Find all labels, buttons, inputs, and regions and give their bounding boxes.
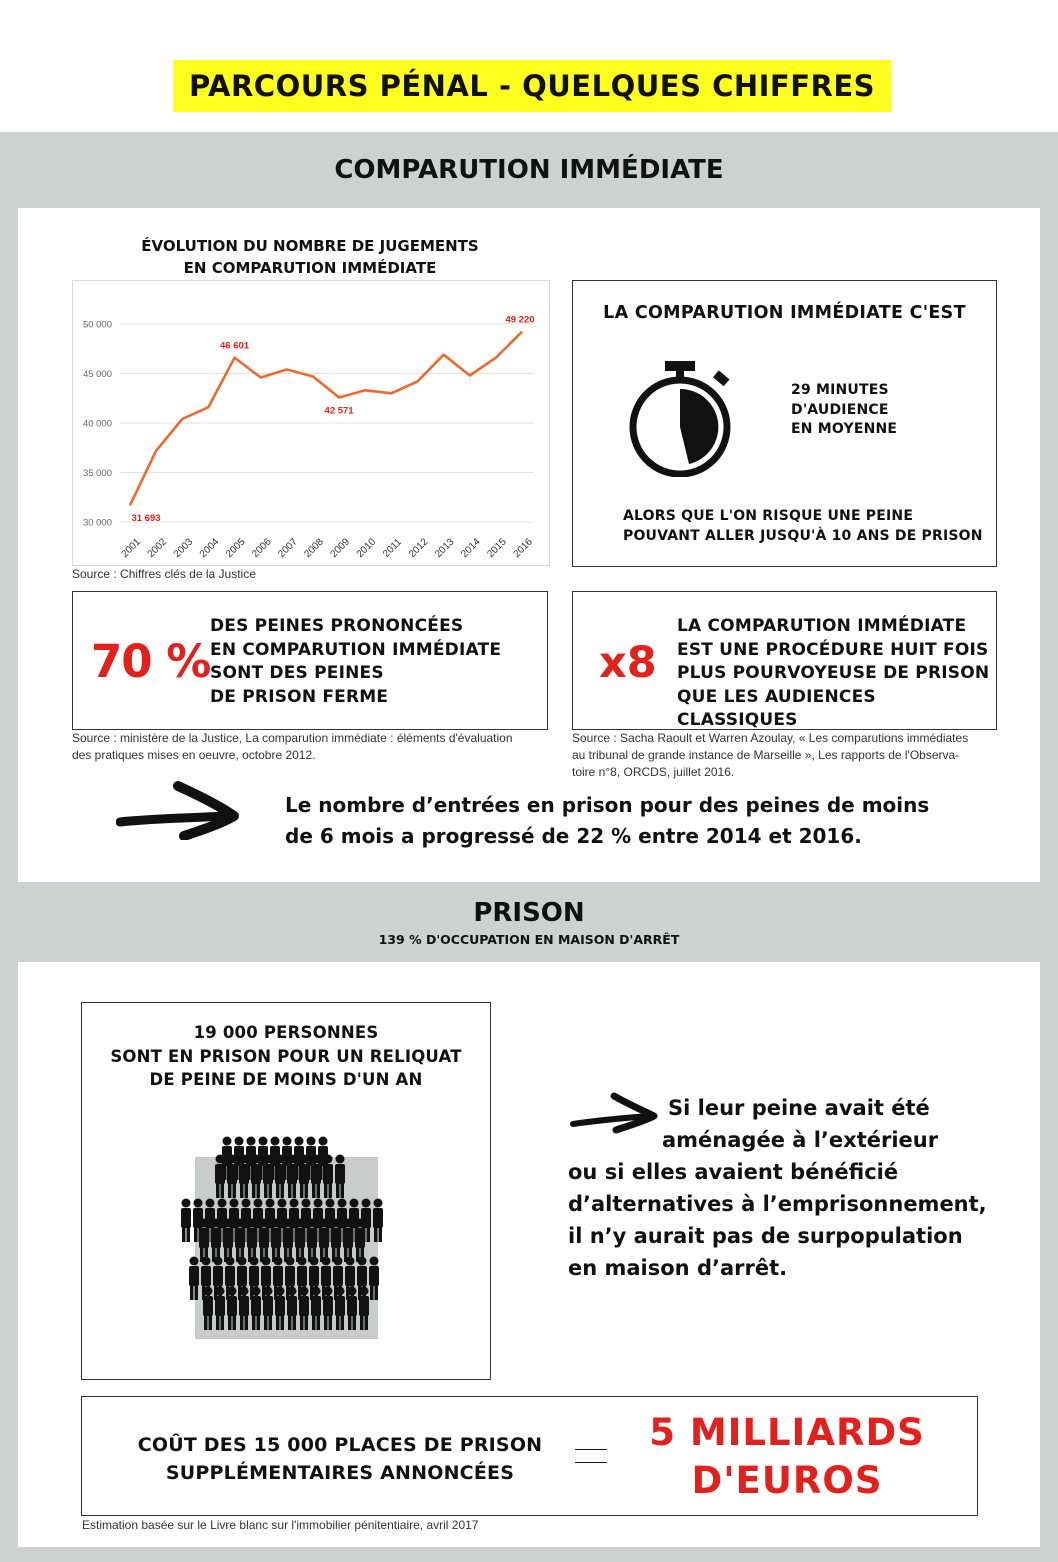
x-tick-label: 2013 [433, 536, 457, 560]
arrow-sentence-line1: Le nombre d’entrées en prison pour des peines de moins [285, 793, 930, 817]
alt-line5: il n’y aurait pas de surpopulation [568, 1224, 963, 1248]
stat-x8-line1: LA COMPARUTION IMMÉDIATE [677, 616, 967, 636]
chart-title [100, 235, 520, 279]
y-tick-label: 45 000 [82, 369, 112, 380]
cost-source: Estimation basée sur le Livre blanc sur l'immobilier pénitentiaire, avril 2017 [82, 1518, 479, 1532]
x-tick-label: 2008 [302, 536, 326, 560]
arrow-sentence-line2: de 6 mois a progressé de 22 % entre 2014 et 2016. [285, 824, 862, 848]
timer-minutes [791, 381, 897, 440]
cost-value [622, 1409, 952, 1505]
stat-x8-value: x8 [599, 638, 657, 688]
line-chart [72, 280, 550, 566]
timer-minutes-line3: EN MOYENNE [791, 421, 898, 437]
stopwatch-icon [623, 359, 733, 477]
cost-label-line2: SUPPLÉMENTAIRES ANNONCÉES [165, 1462, 515, 1484]
prison-subheading: 139 % D'OCCUPATION EN MAISON D'ARRÊT [378, 932, 680, 947]
person-figure [189, 1257, 199, 1301]
data-label: 46 601 [220, 340, 250, 352]
x-tick-label: 2003 [171, 536, 196, 560]
stat-70-line2: EN COMPARUTION IMMÉDIATE [210, 639, 502, 660]
cost-box [81, 1396, 978, 1516]
stat-70-source-line2: des pratiques mises en oeuvre, octobre 2012. [72, 748, 316, 762]
y-tick-label: 40 000 [82, 418, 112, 430]
stat-70-source [72, 730, 552, 764]
page-title: PARCOURS PÉNAL - QUELQUES CHIFFRES [173, 60, 891, 112]
timer-risk-line1: ALORS QUE L'ON RISQUE UNE PEINE [623, 508, 914, 524]
stat-x8-line2: EST UNE PROCÉDURE HUIT FOIS [677, 639, 989, 660]
x-tick-label: 2005 [224, 536, 248, 560]
data-label: 31 693 [131, 513, 161, 525]
stat-70-source-line1: Source : ministère de la Justice, La comparution immédiate : éléments d'évaluation [72, 731, 513, 745]
timer-box [572, 280, 997, 567]
y-tick-label: 50 000 [82, 319, 112, 331]
stat-70-line4: DE PRISON FERME [210, 686, 389, 707]
x-tick-label: 2007 [276, 536, 300, 560]
x-tick-label: 2009 [328, 536, 353, 560]
timer-minutes-line1: 29 MINUTES [791, 382, 889, 398]
cost-value-line1: 5 MILLIARDS [649, 1411, 925, 1454]
people-box [81, 1002, 491, 1380]
stat-70-box [72, 591, 548, 730]
x-tick-label: 2016 [511, 536, 535, 560]
x-tick-label: 2004 [197, 536, 222, 560]
stat-x8-text [677, 615, 996, 733]
people-line2: SONT EN PRISON POUR UN RELIQUAT [110, 1046, 462, 1066]
cost-label-line1: COÛT DES 15 000 PLACES DE PRISON [137, 1434, 543, 1456]
x-tick-label: 2011 [381, 536, 405, 560]
data-label: 42 571 [324, 405, 354, 417]
chart-title-line1: ÉVOLUTION DU NOMBRE DE JUGEMENTS [141, 237, 479, 255]
stat-x8-line4: QUE LES AUDIENCES CLASSIQUES [677, 686, 876, 730]
x-tick-label: 2014 [459, 536, 483, 560]
cost-value-line2: D'EUROS [691, 1459, 883, 1502]
arrow-sentence [285, 790, 929, 852]
stat-70-text [210, 615, 501, 709]
people-line3: DE PEINE DE MOINS D'UN AN [149, 1070, 423, 1089]
timer-minutes-line2: D'AUDIENCE [791, 401, 889, 418]
people-line1: 19 000 PERSONNES [193, 1023, 379, 1042]
alt-line2: aménagée à l’extérieur [662, 1128, 939, 1152]
data-label: 49 220 [505, 314, 535, 326]
stat-70-line3: SONT DES PEINES [210, 663, 384, 683]
x-tick-label: 2015 [485, 536, 509, 560]
y-tick-label: 30 000 [82, 517, 112, 529]
cost-label [120, 1431, 560, 1487]
people-text [82, 1021, 490, 1092]
stat-x8-source-line1: Source : Sacha Raoult et Warren Azoulay, « Les comparutions immédiates [572, 731, 969, 745]
section-heading-prison: PRISON [473, 898, 585, 928]
person-figure [181, 1199, 191, 1243]
timer-risk-line2: POUVANT ALLER JUSQU'À 10 ANS DE PRISON [623, 528, 983, 544]
stat-x8-source-line2: au tribunal de grande instance de Marseille », Les rapports de l'Observa- [572, 748, 960, 762]
alternatives-text [568, 1092, 987, 1284]
x-tick-label: 2006 [250, 536, 274, 560]
x-tick-label: 2012 [406, 536, 431, 560]
stat-x8-source-line3: toire n°8, ORCDS, juillet 2016. [572, 765, 735, 779]
alt-line1: Si leur peine avait été [668, 1096, 930, 1120]
stat-x8-source [572, 730, 1002, 781]
section-heading-comparution: COMPARUTION IMMÉDIATE [334, 155, 724, 185]
y-tick-label: 35 000 [82, 468, 112, 479]
x-tick-label: 2002 [145, 536, 170, 560]
alt-line3: ou si elles avaient bénéficié [568, 1160, 899, 1184]
chart-title-line2: EN COMPARUTION IMMÉDIATE [183, 259, 437, 277]
arrow-icon [116, 778, 244, 840]
crowd-icon [177, 1127, 397, 1351]
stat-70-line1: DES PEINES PRONONCÉES [210, 616, 464, 636]
stat-x8-box [572, 591, 997, 730]
chart-source: Source : Chiffres clés de la Justice [72, 567, 256, 581]
alt-line6: en maison d’arrêt. [568, 1256, 788, 1280]
timer-heading: LA COMPARUTION IMMÉDIATE C'EST [603, 303, 966, 323]
alt-line4: d’alternatives à l’emprisonnement, [568, 1192, 987, 1216]
stat-70-value: 70 % [91, 635, 211, 688]
timer-risk [623, 506, 983, 546]
x-tick-label: 2001 [119, 536, 143, 560]
x-tick-label: 2010 [354, 536, 379, 560]
equals-sign [575, 1449, 607, 1463]
stat-x8-line3: PLUS POURVOYEUSE DE PRISON [677, 663, 990, 683]
